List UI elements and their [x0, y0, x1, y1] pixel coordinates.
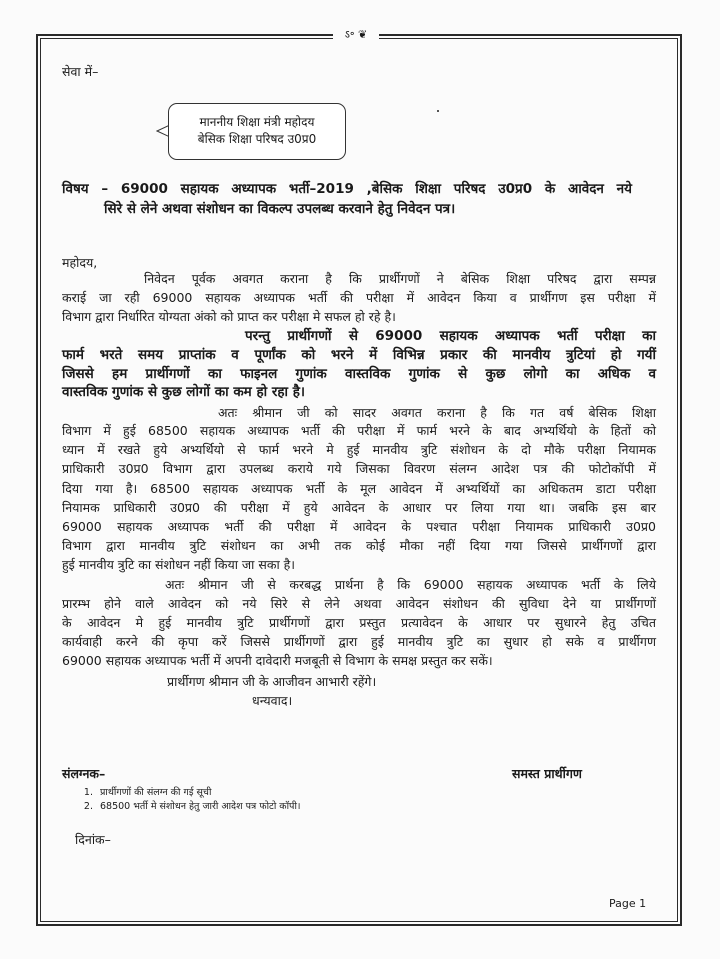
- para1-line-1: निवेदन पूर्वक अवगत कराना है कि प्रार्थीगणों ने बेसिक शिक्षा परिषद द्वारा सम्पन्न: [144, 271, 656, 286]
- para3-line-5: दिया गया है। 68500 सहायक अध्यापक भर्ती के मूल आवेदन में अभ्यर्थियों का अधिकतम डाटा परीक्षा: [62, 481, 656, 496]
- date-label: दिनांक–: [75, 832, 111, 847]
- para3-line-4: प्राधिकारी उ0प्र0 विभाग द्वारा उपलब्ध कराये गये जिसका विवरण संलग्न आदेश पत्र की फोटोकॉपी में: [62, 461, 656, 476]
- attachment-item-1: 1. प्रार्थीगणों की संलग्न की गई सूची: [96, 786, 301, 800]
- para2-line-4: वास्तविक गुणांक से कुछ लोगों का कम हो रहा है।: [62, 384, 305, 400]
- salutation-to: सेवा में–: [62, 64, 99, 79]
- para4-line-5: 69000 सहायक अध्यापक भर्ती में अपनी दावेदारी मजबूती से विभाग के समक्ष प्रस्तुत कर सकें।: [62, 653, 493, 668]
- para4-line-4: कार्यवाही करने की कृपा करें जिससे प्रार्थीगणों द्वारा हुई मानवीय त्रुटि का सुधार हो सके व प्रार्थीगण: [62, 634, 656, 649]
- speck: [437, 110, 439, 112]
- enclosure-label: संलग्नक–: [62, 766, 106, 781]
- para3-line-3: ध्यान में रखते हुये अभ्यर्थियो से फार्म भरने मे हुई मानवीय त्रुटि संशोधन के दो मौके परीक्षा नियामक: [62, 442, 656, 457]
- addressee-line-1: माननीय शिक्षा मंत्री महोदय: [199, 115, 315, 129]
- para4-line-2: प्रारम्भ होने वाले आवेदन को नये सिरे से लेने अथवा आवेदन संशोधन की सुविधा देने या प्रार्थीगणों: [62, 596, 656, 611]
- gratitude-line: प्रार्थीगण श्रीमान जी के आजीवन आभारी रहेंगे।: [167, 674, 377, 689]
- para3-line-1: अतः श्रीमान जी को सादर अवगत कराना है कि गत वर्ष बेसिक शिक्षा: [218, 405, 656, 420]
- para3-line-6: नियामक प्राधिकारी उ0प्र0 की परीक्षा में हुये आवेदन के आधार पर लिया गया था। जबकि इस बार: [62, 500, 656, 515]
- addressee-callout: [168, 103, 346, 160]
- para4-line-3: के आवेदन मे हुई मानवीय त्रुटि प्रार्थीगणों द्वारा प्रस्तुत प्रत्यावेदन के आधार पर सुधारने हेतु उचित: [62, 615, 656, 630]
- para2-line-2: फार्म भरते समय प्राप्तांक व पूर्णांक को भरने में विभिन्न प्रकार की मानवीय त्रुटियां हो गयीं: [62, 347, 656, 363]
- signatory: समस्त प्रार्थीगण: [512, 766, 582, 781]
- page-number: Page 1: [609, 897, 647, 910]
- para3-line-8: विभाग द्वारा मानवीय त्रुटि संशोधन का अभी तक कोई मौका नहीं दिया गया जिससे प्रार्थीगणों द्वारा: [62, 538, 656, 553]
- greeting: महोदय,: [62, 255, 98, 270]
- attachment-list: [78, 786, 301, 814]
- para1-line-3: विभाग द्वारा निर्धारित योग्यता अंको को प्राप्त कर परीक्षा मे सफल हो रहे है।: [62, 309, 396, 324]
- para3-line-7: 69000 सहायक अध्यापक भर्ती की परीक्षा में आवेदन के पश्चात परीक्षा नियामक प्राधिकारी उ0प्र0: [62, 519, 656, 534]
- attachment-item-2: 2. 68500 भर्ती मे संशोधन हेतु जारी आदेश पत्र फोटो कॉपी।: [96, 800, 301, 814]
- thanks-line: धन्यवाद।: [252, 693, 293, 708]
- para2-line-1: परन्तु प्रार्थीगणों से 69000 सहायक अध्यापक भर्ती परीक्षा का: [245, 328, 656, 344]
- para2-line-3: जिससे हम प्रार्थीगणों का फाइनल गुणांक वास्तविक गुणांक से कुछ लोगो का अधिक व: [62, 366, 656, 382]
- subject-line-2: सिरे से लेने अथवा संशोधन का विकल्प उपलब्ध करवाने हेतु निवेदन पत्र।: [104, 201, 456, 217]
- para1-line-2: कराई जा रही 69000 सहायक अध्यापक भर्ती की परीक्षा में आवेदन किया व प्रार्थीगण इस परीक्षा में: [62, 290, 656, 305]
- border-ornament: ऽ॰ ❦: [333, 28, 379, 42]
- para4-line-1: अतः श्रीमान जी से करबद्ध प्रार्थना है कि 69000 सहायक अध्यापक भर्ती के लिये: [165, 577, 656, 592]
- addressee-line-2: बेसिक शिक्षा परिषद उ0प्र0: [197, 132, 317, 146]
- para3-line-9: हुई मानवीय त्रुटि का संशोधन नहीं किया जा सका है।: [62, 557, 296, 572]
- para3-line-2: विभाग में हुई 68500 सहायक अध्यापक भर्ती की परीक्षा में फार्म भरने के बाद अभ्यर्थियो के हितों को: [62, 423, 656, 438]
- subject-line-1: विषय – 69000 सहायक अध्यापक भर्ती–2019 ,बेसिक शिक्षा परिषद उ0प्र0 के आवेदन नये: [62, 181, 632, 197]
